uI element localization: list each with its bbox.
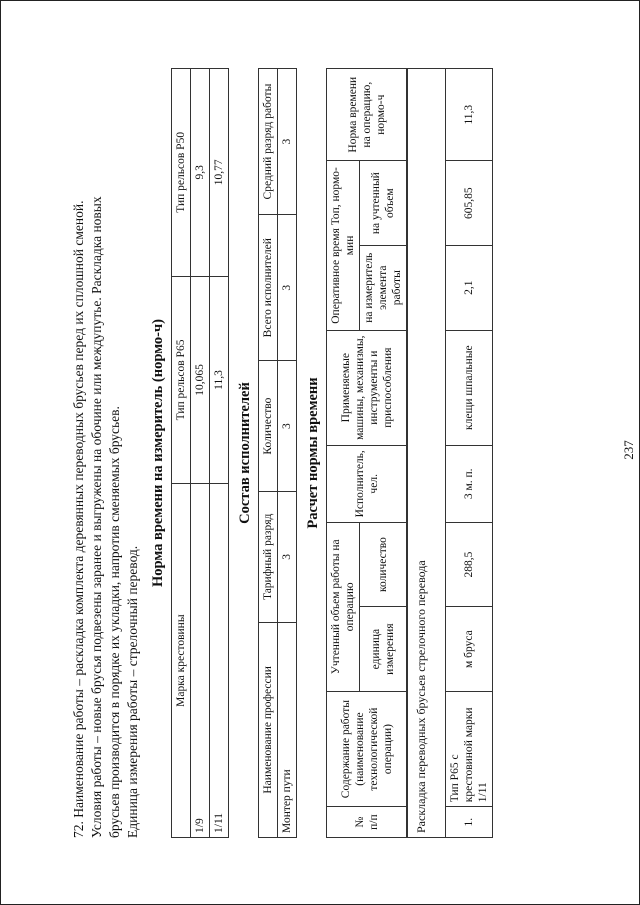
norm-table <box>171 68 229 838</box>
table-cell: 9,3 <box>191 69 210 277</box>
table-row <box>191 69 210 838</box>
header-cell: Количество <box>259 361 278 492</box>
header-cell: Тарифный разряд <box>259 491 278 622</box>
intro-line-3: брусьев производится в порядке их укладки, напротив сменяемых брусьев. <box>107 406 122 838</box>
intro-line-1: 72. Наименование работы – раскладка комплекта деревянных переводных брусьев перед их сплошной сменой. <box>71 200 86 838</box>
norm-table-title: Норма времени на измеритель (нормо-ч) <box>150 319 166 587</box>
table-cell: 11,3 <box>210 276 229 484</box>
table-cell: 1/9 <box>191 484 210 838</box>
page-number: 237 <box>620 440 636 460</box>
calc-table-body <box>445 68 493 838</box>
staff-table-title: Состав исполнителей <box>237 382 253 524</box>
document-content <box>70 68 630 838</box>
header-cell: № п/п <box>327 807 407 838</box>
header-cell: Тип рельсов Р65 <box>172 276 191 484</box>
table-cell: 10,065 <box>191 276 210 484</box>
header-cell: Всего исполнителей <box>259 215 278 361</box>
table-cell: 11,3 <box>446 69 493 161</box>
table-cell: 288,5 <box>446 522 493 607</box>
table-cell: 3 м. п. <box>446 445 493 522</box>
header-cell: на измеритель элемента работы <box>360 245 407 330</box>
header-cell: единица измерения <box>360 607 407 692</box>
intro-line-4: Единица измерения работы – стрелочный перевод. <box>125 545 140 838</box>
table-header-row <box>172 69 191 838</box>
header-cell: Марка крестовины <box>172 484 191 838</box>
intro-line-2: Условия работы – новые брусья подвезены заранее и выгружены на обочине или междупутье. Раскладка новых <box>89 196 104 838</box>
table-cell: 3 <box>278 69 297 215</box>
table-cell: 3 <box>278 361 297 492</box>
header-cell: Оперативное время Топ, нормо-мин <box>327 161 360 330</box>
header-cell: Учтенный объем работы на операцию <box>327 522 360 691</box>
header-cell: Применяемые машины, механизмы, инструменты и приспособления <box>327 330 407 445</box>
table-cell: 2,1 <box>446 245 493 330</box>
table-row <box>210 69 229 838</box>
table-header-row <box>259 69 278 838</box>
header-cell: количество <box>360 522 407 607</box>
table-row <box>446 69 493 838</box>
table-cell: 605,85 <box>446 161 493 246</box>
table-cell: 1/11 <box>210 484 229 838</box>
header-cell: Норма времени на операцию, нормо-ч <box>327 69 407 161</box>
header-cell: Наименование профессии <box>259 622 278 837</box>
calc-table <box>326 68 407 838</box>
table-cell: Монтер пути <box>278 622 297 837</box>
table-cell: м бруса <box>446 607 493 692</box>
header-cell: Тип рельсов Р50 <box>172 69 191 277</box>
table-cell: Тип Р65 с крестовиной марки 1/11 <box>446 691 493 806</box>
table-cell: 1. <box>446 807 493 838</box>
intro-text <box>70 68 142 838</box>
table-cell: 10,77 <box>210 69 229 277</box>
header-cell: Исполнитель, чел. <box>327 445 407 522</box>
table-cell: 3 <box>278 491 297 622</box>
table-header-row <box>327 69 360 838</box>
table-cell: 3 <box>278 215 297 361</box>
table-cell: клещи шпальные <box>446 330 493 445</box>
table-row <box>278 69 297 838</box>
header-cell: Средний разряд работы <box>259 69 278 215</box>
staff-table <box>258 68 297 838</box>
header-cell: на учтенный объем <box>360 161 407 246</box>
header-cell: Содержание работы (наименование технологической операции) <box>327 691 407 806</box>
calc-note: Раскладка переводных брусьев стрелочного перевода <box>407 68 445 838</box>
calc-table-title: Расчет нормы времени <box>305 377 321 529</box>
